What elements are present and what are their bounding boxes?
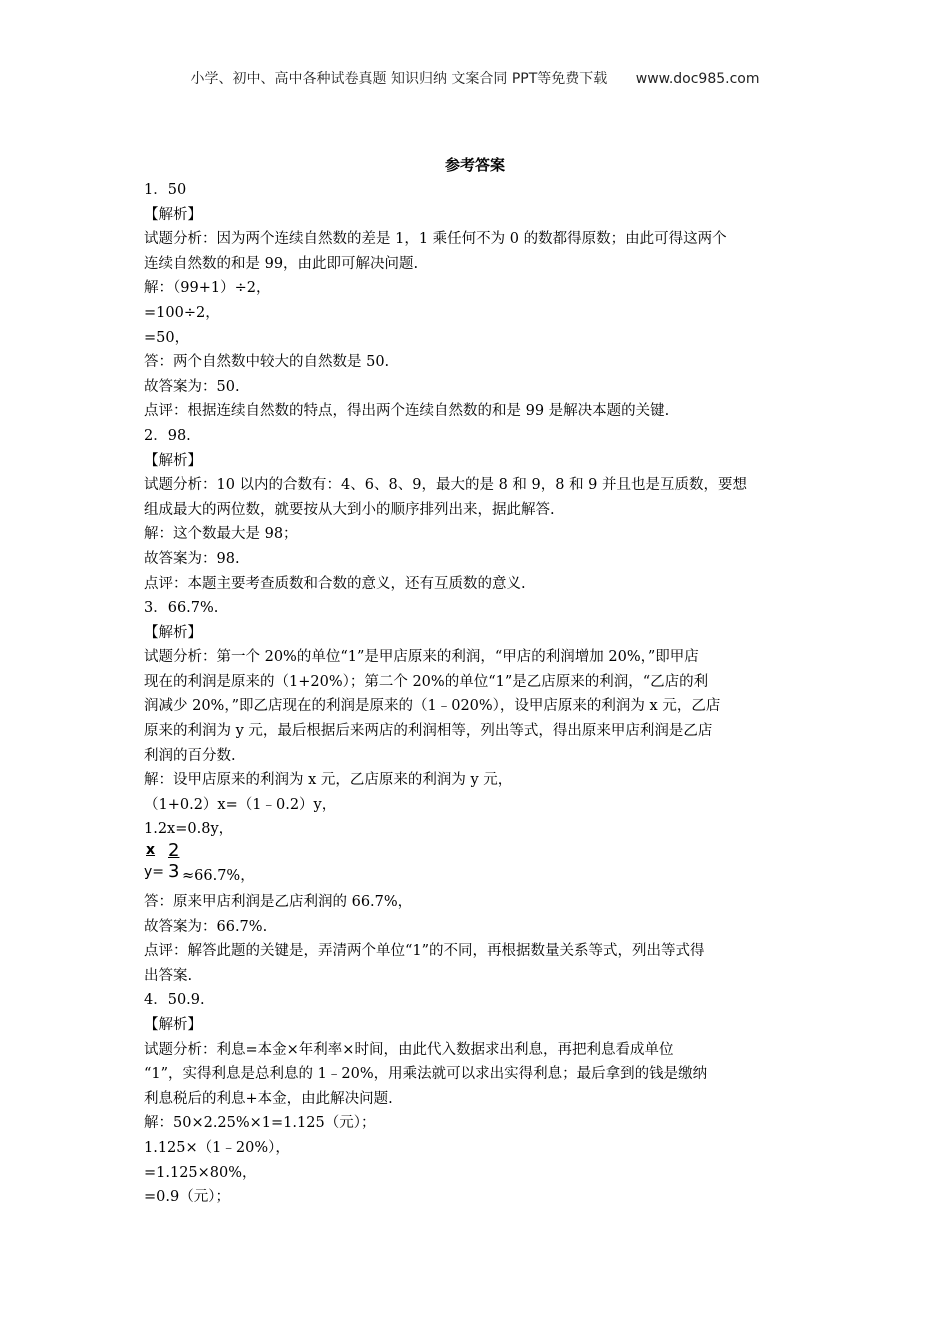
- fraction-y-label: y=: [144, 864, 165, 881]
- text-line: =100÷2，: [144, 304, 220, 321]
- text-line: “1”，实得利息是总利息的 1﹣20%，用乘法就可以求出实得利息；最后拿到的钱是缴纳: [144, 1066, 708, 1083]
- text-line: 故答案为：98.: [144, 550, 240, 567]
- answer-4-heading: 4．50.9.: [144, 992, 205, 1009]
- answer-3-heading: 3．66.7%.: [144, 600, 219, 617]
- text-line: 1.125×（1﹣20%），: [144, 1139, 290, 1156]
- fraction-denominator: 3: [168, 861, 180, 883]
- header-url[interactable]: www.doc985.com: [635, 71, 760, 87]
- text-line: 故答案为：50.: [144, 378, 240, 395]
- fraction-x-label: x: [146, 842, 156, 859]
- analysis-label: 【解析】: [144, 624, 202, 641]
- text-line: 解：50×2.25%×1=1.125（元）；: [144, 1115, 376, 1132]
- text-line: 试题分析：利息=本金×年利率×时间，由此代入数据求出利息，再把利息看成单位: [144, 1041, 674, 1058]
- text-line: 答：两个自然数中较大的自然数是 50.: [144, 354, 390, 371]
- fraction-equation: [144, 842, 810, 890]
- answer-1-heading: 1．50: [144, 182, 187, 198]
- analysis-label: 【解析】: [144, 1017, 202, 1033]
- text-line: 解：设甲店原来的利润为 x 元，乙店原来的利润为 y 元，: [144, 772, 513, 789]
- page-title: 参考答案: [444, 156, 505, 174]
- answer-2-heading: 2．98.: [144, 427, 191, 444]
- text-line: 现在的利润是原来的（1+20%）；第二个 20%的单位“1”是乙店原来的利润，“乙店的利: [144, 673, 709, 690]
- text-line: 1.2x=0.8y，: [144, 821, 234, 838]
- analysis-label: 【解析】: [144, 452, 202, 469]
- text-line: =1.125×80%，: [144, 1164, 257, 1181]
- text-line: 连续自然数的和是 99，由此即可解决问题.: [144, 255, 419, 272]
- text-line: 组成最大的两位数，就要按从大到小的顺序排列出来，据此解答.: [144, 501, 555, 518]
- text-line: =0.9（元）；: [144, 1189, 230, 1206]
- page-header: [0, 68, 950, 88]
- text-line: 解：（99+1）÷2，: [144, 280, 271, 297]
- text-line: 原来的利润为 y 元，最后根据后来两店的利润相等，列出等式，得出原来甲店利润是乙店: [144, 723, 713, 740]
- text-line: 试题分析：因为两个连续自然数的差是 1，1 乘任何不为 0 的数都得原数；由此可得这两个: [144, 231, 727, 248]
- text-line: 解：这个数最大是 98；: [144, 526, 298, 543]
- text-line: 试题分析：10 以内的合数有：4、6、8、9，最大的是 8 和 9，8 和 9 并且也是互质数，要想: [144, 477, 748, 494]
- text-line: 利润的百分数.: [144, 747, 236, 764]
- header-text: 小学、初中、高中各种试卷真题 知识归纳 文案合同 PPT等免费下载: [190, 71, 608, 87]
- text-line: 试题分析：第一个 20%的单位“1”是甲店原来的利润，“甲店的利润增加 20%，”即甲店: [144, 649, 699, 666]
- analysis-label: 【解析】: [144, 206, 202, 223]
- text-line: 点评：根据连续自然数的特点，得出两个连续自然数的和是 99 是解决本题的关键.: [144, 403, 670, 420]
- document-body: [144, 178, 810, 1210]
- text-line: （1+0.2）x=（1﹣0.2）y，: [144, 796, 337, 813]
- text-line: 出答案.: [144, 967, 193, 984]
- text-line: 利息税后的利息+本金，由此解决问题.: [144, 1090, 393, 1107]
- text-line: 答：原来甲店利润是乙店利润的 66.7%，: [144, 894, 413, 911]
- text-line: 点评：解答此题的关键是，弄清两个单位“1”的不同，再根据数量关系等式，列出等式得: [144, 943, 705, 960]
- text-line: 故答案为：66.7%.: [144, 918, 268, 935]
- text-line: 润减少 20%，”即乙店现在的利润是原来的（1﹣020%），设甲店原来的利润为 x 元，乙店: [144, 698, 721, 715]
- fraction-result: ≈66.7%，: [182, 868, 255, 885]
- fraction-numerator: 2: [168, 840, 180, 862]
- text-line: 点评：本题主要考查质数和合数的意义，还有互质数的意义.: [144, 575, 526, 592]
- text-line: =50，: [144, 329, 190, 346]
